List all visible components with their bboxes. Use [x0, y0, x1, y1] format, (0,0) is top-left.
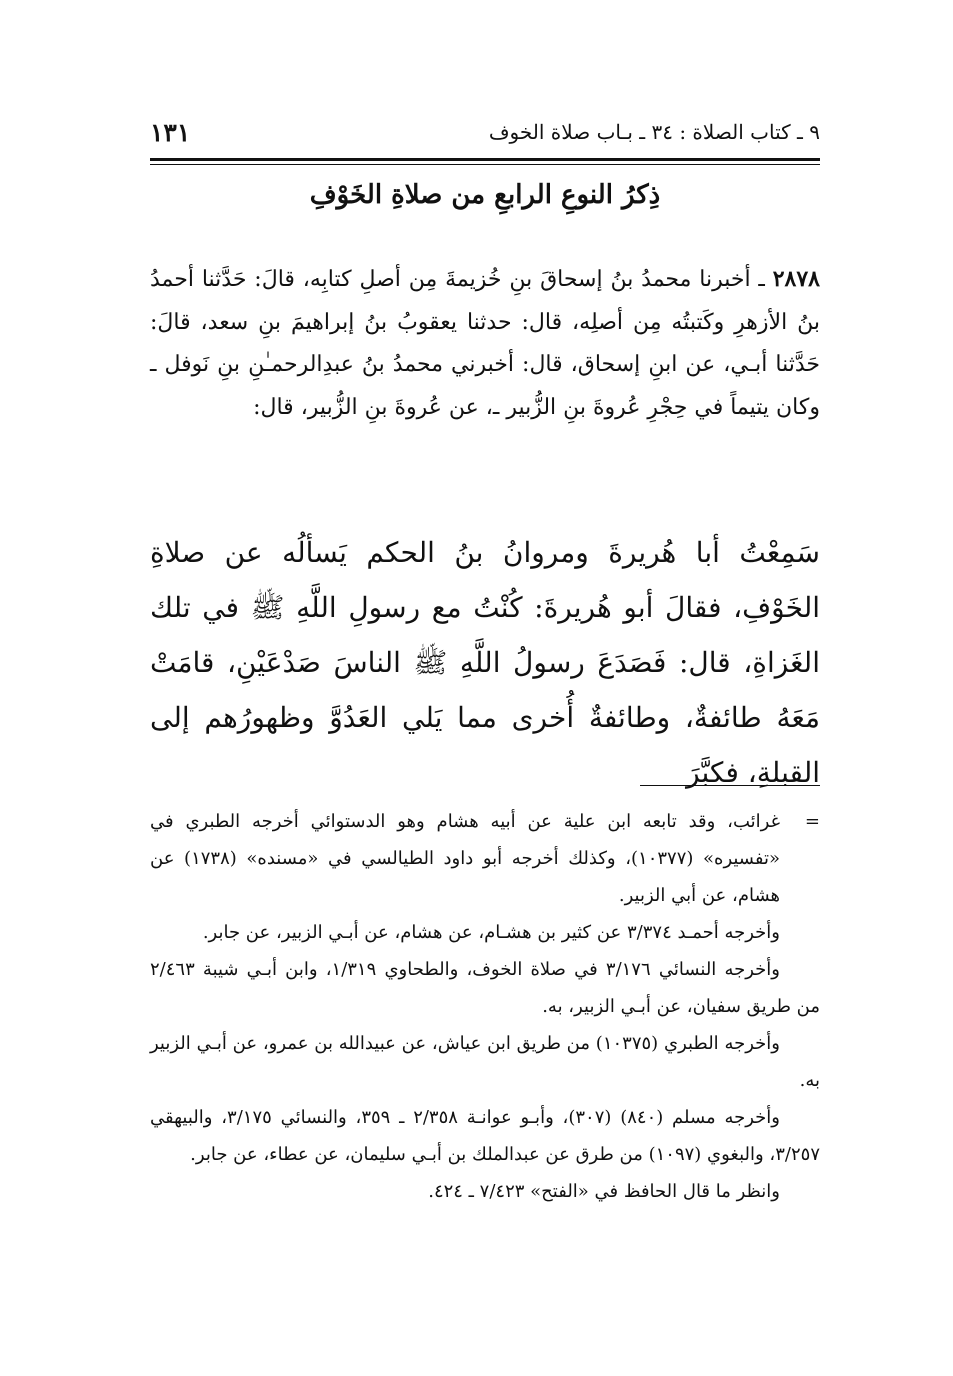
footnote-paragraph: وأخرجه الطبري (١٠٣٧٥) من طريق ابن عياش، عن عبيدالله بن عمرو، عن أبـي الزبير به. [150, 1033, 820, 1091]
isnad-text: ـ أخبرنا محمدُ بنُ إسحاقَ بنِ خُزيمةَ مِن أصلِ كتابِه، قالَ: حَدَّثنا أحمدُ بنُ الأزهرِ وكَتبتُه مِن أصلِه، قال: حدثنا يعقوبُ بنُ إبراهيمَ بنِ سعد، قالَ: حَدَّثنا أبـي، عن ابنِ إسحاق، قال: أخبرني محمدُ بنُ عبدِالرحمـٰنِ بنِ نَوفل ـ وكان يتيماً في حِجْرِ عُروةَ بنِ الزُّبير ـ، عن عُروةَ بنِ الزُّبير، قال: [150, 267, 820, 420]
header-rule-thick [150, 158, 820, 161]
footnote-paragraph: وأخرجه النسائي ٣/١٧٦ في صلاة الخوف، والطحاوي ١/٣١٩، وابن أبـي شيبة ٢/٤٦٣ من طريق سفيان، عن أبـي الزبير، به. [150, 959, 820, 1017]
hadith-number: ٢٨٧٨ [772, 266, 820, 292]
footnote-paragraph: وانظر ما قال الحافظ في «الفتح» ٧/٤٢٣ ـ ٤٢٤. [428, 1181, 780, 1202]
header-rule-thin [150, 164, 820, 165]
footnotes [150, 803, 820, 1210]
running-title: ٩ ـ كتاب الصلاة : ٣٤ ـ بـاب صلاة الخوف [488, 120, 820, 144]
footnote-text: غرائب، وقد تابعه ابن علية عن أبيه هشام وهو الدستوائي أخرجه الطبري في «تفسيره» (١٠٣٧٧)، وكذلك أخرجه أبو داود الطيالسي في «مسنده» (١٧٣٨) عن هشام، عن أبي الزبير. [150, 811, 780, 906]
footnote-paragraph: وأخرجه أحمـد ٣/٣٧٤ عن كثير بن هشـام، عن هشام، عن أبـي الزبير، عن جابر. [202, 922, 780, 943]
hadith-isnad [150, 258, 820, 429]
footnote-continuation-marker: = [804, 811, 820, 832]
footnote-paragraph [150, 803, 820, 914]
hadith-matn: سَمِعْتُ أبا هُريرةَ ومروانُ بنُ الحكم يَسألُه عن صلاةِ الخَوْفِ، فقالَ أبو هُريرةَ: كُنْتُ مع رسولِ اللَّهِ ﷺ في تلك الغَزاةِ، قال: فَصَدَعَ رسولُ اللَّهِ ﷺ الناسَ صَدْعَيْنِ، قامَتْ مَعَهُ طائفةٌ، وطائفةٌ أُخرى مما يَلي العَدُوَّ وظهورُهم إلى القبلةِ، فكبَّرَ [150, 536, 820, 789]
footnote-paragraph: وأخرجه مسلم (٨٤٠) (٣٠٧)، وأبـو عوانـة ٢/٣٥٨ ـ ٣٥٩، والنسائي ٣/١٧٥، والبيهقي ٣/٢٥٧، والبغوي (١٠٩٧) من طرق عن عبدالملك بن أبـي سليمان، عن عطاء، عن جابر. [150, 1107, 820, 1165]
page-number: ١٣١ [150, 118, 191, 147]
section-title: ذِكرُ النوعِ الرابعِ من صلاةِ الخَوْفِ [309, 180, 661, 210]
running-head [150, 118, 820, 158]
footnote-rule [640, 785, 820, 786]
